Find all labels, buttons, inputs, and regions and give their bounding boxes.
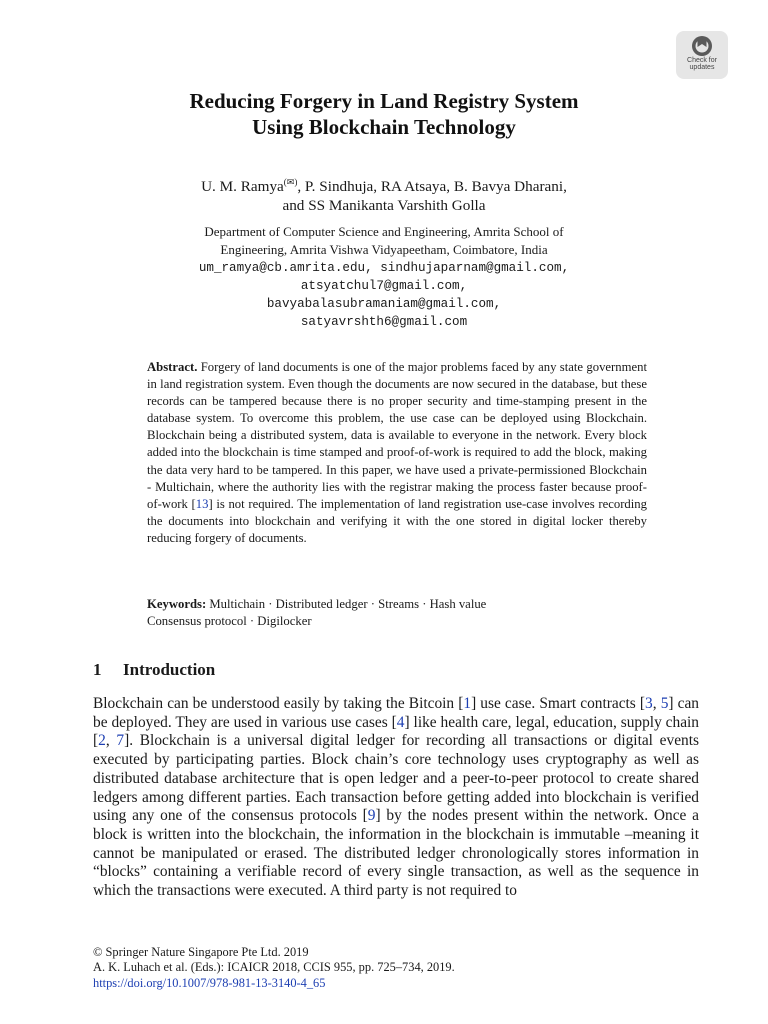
keywords [147,596,647,630]
author-first: U. M. Ramya [201,178,284,195]
keywords-line1: Multichain · Distributed ledger · Streams · Hash value [209,597,487,611]
paper-title [0,88,768,140]
badge-label-line2: updates [689,64,715,71]
citation-link[interactable]: 7 [116,732,125,750]
authors-rest-line1: , P. Sindhuja, RA Atsaya, B. Bavya Dharani, [297,178,567,195]
email-line: um_ramya@cb.amrita.edu, sindhujaparnam@gmail.com, [198,261,570,275]
intro-text: Blockchain can be understood easily by taking the Bitcoin [ [93,695,464,712]
citation-line: A. K. Luhach et al. (Eds.): ICAICR 2018, CCIS 955, pp. 725–734, 2019. [93,960,455,975]
intro-text: ] like health care, legal, education, supply chain [ [93,713,700,750]
abstract-label: Abstract. [147,360,198,374]
abstract-text-part1: Forgery of land documents is one of the major problems faced by any state government in land registration system. Even though the documents are now secured in the database, but these records can be tampered because there is no proper security and time-stamping present in the database system. To overcome this problem, the use case can be deployed using Blockchain. Blockchain being a distributed system, data is available to everyone in the network. Every block added into the blockchain is time stamped and proof-of-work is required to add the block, making the data very hard to be tampered. In this paper, we have used a private-permissioned Blockchain - Multichain, where the authority lies with the registrar making the process faster because proof-of-work [ [147,360,647,511]
check-for-updates-badge[interactable] [676,31,728,79]
paper-title-line1: Reducing Forgery in Land Registry System [189,89,579,113]
section-number: 1 [93,660,102,679]
citation-link[interactable]: 1 [463,695,472,712]
section-heading-introduction [93,659,215,681]
author-list [0,173,768,215]
doi-link[interactable]: https://doi.org/10.1007/978-981-13-3140-4_65 [93,975,326,990]
badge-label-line1: Check for [687,57,717,64]
email-line: atsyatchul7@gmail.com, [300,279,468,293]
keywords-label: Keywords: [147,597,207,611]
keywords-line2: Consensus protocol · Digilocker [147,614,312,628]
citation-link[interactable]: 4 [396,713,405,731]
affiliation-line1: Department of Computer Science and Engineering, Amrita School of [204,224,564,239]
introduction-body [93,695,699,901]
citation-link[interactable]: 13 [195,496,209,511]
intro-text: ] use case. Smart contracts [ [471,695,646,712]
affiliation-line2: Engineering, Amrita Vishwa Vidyapeetham, Coimbatore, India [220,242,548,257]
authors-line2: and SS Manikanta Varshith Golla [282,197,486,214]
copyright-line: © Springer Nature Singapore Pte Ltd. 2019 [93,945,309,959]
intro-text: , [652,695,661,712]
email-line: satyavrshth6@gmail.com [300,315,468,329]
citation-link[interactable]: 3 [645,695,653,712]
paper-title-line2: Using Blockchain Technology [252,115,516,139]
intro-text: ] by the nodes present within the network. Once a block is written into the blockchain, the information in the blockchain is immutable –meaning it cannot be manipulated or erased. The distributed ledger chronologically stores information in “blocks” containing a verifiable record of every single transaction, as well as the sequence in which the transactions were executed. A third party is not required to [93,807,699,900]
citation-link[interactable]: 2 [98,732,106,750]
citation-link[interactable]: 9 [367,807,376,825]
intro-text: ]. Blockchain is a universal digital ledger for recording all transactions or digital events executed by participating parties. Block chain’s core technology uses cryptography as well as distributed database architecture that is open ledger and a peer-to-peer protocol to create shared ledgers among different parties. Each transaction before getting added into blockchain is verified using any one of the consensus protocols [ [93,732,699,825]
badge-label [687,57,717,71]
corresponding-author-envelope-icon: (✉) [283,177,298,187]
copyright-footer [93,945,455,991]
abstract-text-part2: ] is not required. The implementation of land registration use-case involves recording the documents into blockchain and verifying it with the one stored in digital locker thereby reducing forgery of documents. [147,496,647,545]
crossmark-icon [691,35,713,57]
citation-link[interactable]: 5 [660,695,669,712]
intro-text: ] can be deployed. They are used in various use cases [ [93,695,699,731]
email-line: bavyabalasubramaniam@gmail.com, [266,297,502,311]
affiliation-block [0,223,768,331]
intro-text: , [105,732,117,750]
abstract [147,359,647,547]
section-title: Introduction [123,660,216,679]
